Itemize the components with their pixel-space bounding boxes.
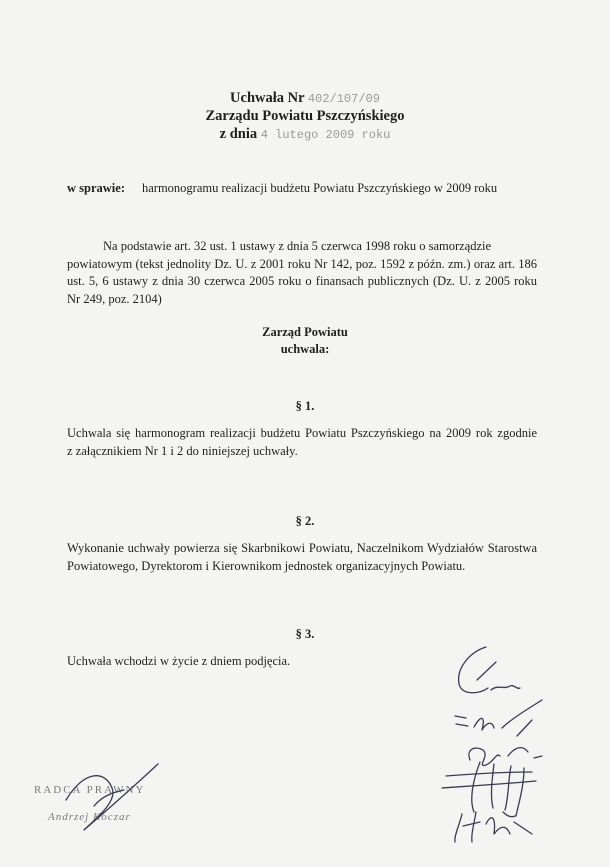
section-number: § 3. xyxy=(295,627,315,641)
legal-basis-line: ust. 5, 6 ustawy z dnia 30 czerwca 2005 roku o finansach publicznych (Dz. U. z 2005 roku xyxy=(67,274,537,288)
stamp-title: RADCA PRAWNY xyxy=(34,784,146,796)
resolution-date-value: 4 lutego 2009 roku xyxy=(260,128,391,142)
section-line: Uchwała wchodzi w życie z dniem podjęcia. xyxy=(67,654,291,668)
legal-basis-line: Na podstawie art. 32 ust. 1 ustawy z dnia 5 czerwca 1998 roku o samorządzie xyxy=(103,239,492,253)
subject-label: w sprawie: xyxy=(67,181,125,195)
resolves-verb: uchwala: xyxy=(280,342,330,356)
section-line: Powiatowego, Dyrektorom i Kierownikom jednostek organizacyjnych Powiatu. xyxy=(67,558,466,573)
resolution-date-label: z dnia xyxy=(219,126,258,142)
section-line: z załącznikiem Nr 1 i 2 do niniejszej uchwały. xyxy=(67,443,298,458)
section-line: Uchwala się harmonogram realizacji budżetu Powiatu Pszczyńskiego na 2009 rok zgodnie xyxy=(67,426,537,440)
section-number: § 1. xyxy=(295,399,315,413)
section-line: Wykonanie uchwały powierza się Skarbnikowi Powiatu, Naczelnikom Wydziałów Starostwa xyxy=(67,541,537,555)
resolution-number-label: Uchwała Nr xyxy=(230,90,305,106)
legal-basis-line: Nr 249, poz. 2104) xyxy=(67,291,162,306)
stamp-name: Andrzej Koczar xyxy=(48,811,131,823)
legal-basis-line: powiatowym (tekst jednolity Dz. U. z 2001 roku Nr 142, poz. 1592 z późn. zm.) oraz art. 186 xyxy=(67,256,537,271)
section-number: § 2. xyxy=(295,514,315,528)
resolves-heading: Zarząd Powiatu xyxy=(262,325,348,339)
issuer-line: Zarządu Powiatu Pszczyńskiego xyxy=(205,108,405,124)
subject-text: harmonogramu realizacji budżetu Powiatu Pszczyńskiego w 2009 roku xyxy=(142,181,498,195)
resolution-number-value: 402/107/09 xyxy=(307,92,380,106)
